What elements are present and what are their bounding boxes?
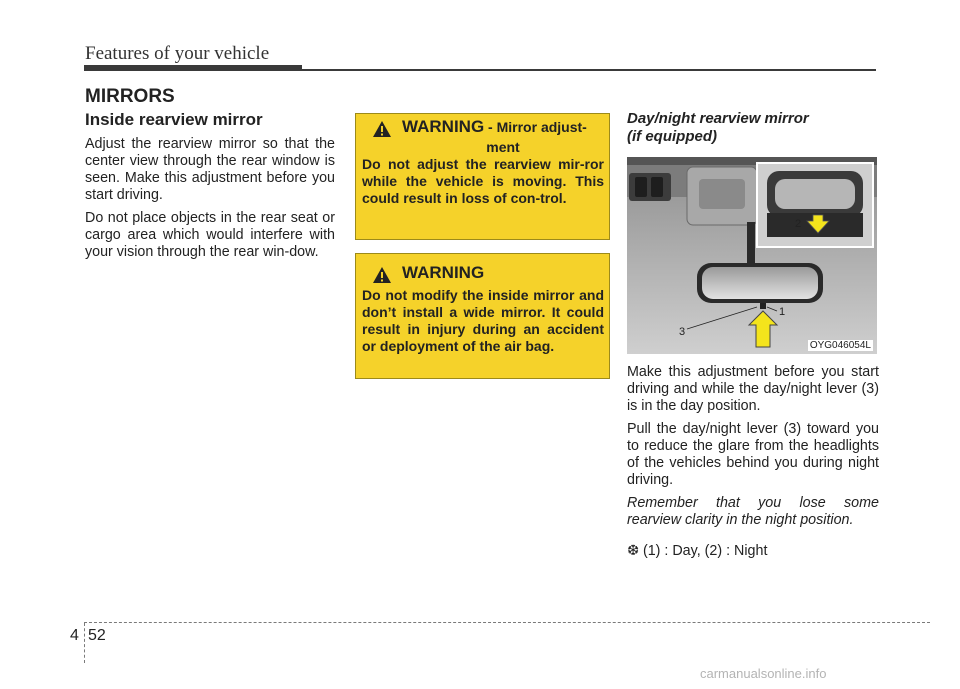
- day-night-footnote: ❆ (1) : Day, (2) : Night: [627, 543, 768, 559]
- left-column: [85, 110, 335, 267]
- chapter-number: 4: [70, 627, 79, 644]
- warning-triangle-icon: [362, 118, 402, 138]
- callout-3: 3: [679, 326, 686, 338]
- callout-2: 2: [795, 218, 802, 230]
- day-night-para-2: Pull the day/night lever (3) toward you to reduce the glare from the headlights of the vehicles behind you during night driving.: [627, 421, 879, 488]
- right-column-text: [627, 364, 879, 560]
- warning-title-row: [362, 118, 604, 138]
- warning-box-mirror-adjustment: [355, 113, 610, 240]
- warning-title: WARNING: [402, 263, 485, 282]
- warning-title: WARNING: [402, 117, 485, 136]
- section-title: MIRRORS: [85, 86, 175, 107]
- day-night-heading-line-2: (if equipped): [627, 128, 717, 145]
- page-number: 52: [88, 627, 106, 644]
- inside-mirror-para-1: Adjust the rearview mirror so that the center view through the rear window is seen. Make this adjustment before you start driving.: [85, 136, 335, 203]
- day-night-para-1: Make this adjustment before you start driving and while the day/night lever (3) is in the day position.: [627, 364, 879, 414]
- warning-subtitle: - Mirror adjust-: [484, 119, 587, 135]
- warning-box-mirror-modification: [355, 253, 610, 379]
- warning-triangle-icon: [362, 264, 402, 284]
- inside-mirror-heading: Inside rearview mirror: [85, 110, 263, 129]
- day-night-heading-line-1: Day/night rearview mirror: [627, 110, 809, 127]
- right-column: [627, 110, 879, 146]
- warning-title-row: [362, 264, 604, 284]
- warning-subtitle-cont: ment: [486, 139, 520, 155]
- rearview-mirror-illustration: [627, 157, 877, 354]
- callout-1: 1: [779, 306, 786, 318]
- watermark: carmanualsonline.info: [700, 666, 827, 681]
- day-night-italic-note: Remember that you lose some rearview clarity in the night position.: [627, 495, 879, 528]
- header-rule-thin: [300, 69, 876, 71]
- figure-code: OYG046054L: [809, 340, 871, 351]
- header-rule-thick: [84, 65, 302, 71]
- warning-text: Do not modify the inside mirror and don’t install a wide mirror. It could result in injury during an accident or deployment of the air bag.: [362, 287, 604, 354]
- rearview-mirror-figure: [627, 157, 877, 354]
- inside-mirror-para-2: Do not place objects in the rear seat or cargo area which would interfere with your vision through the rear win-dow.: [85, 210, 335, 260]
- warning-text: Do not adjust the rearview mir-ror while the vehicle is moving. This could result in loss of con-trol.: [362, 156, 604, 206]
- footer-dashed-rule: [84, 622, 930, 623]
- header-title: Features of your vehicle: [85, 43, 270, 64]
- footer-page-divider: [84, 623, 85, 663]
